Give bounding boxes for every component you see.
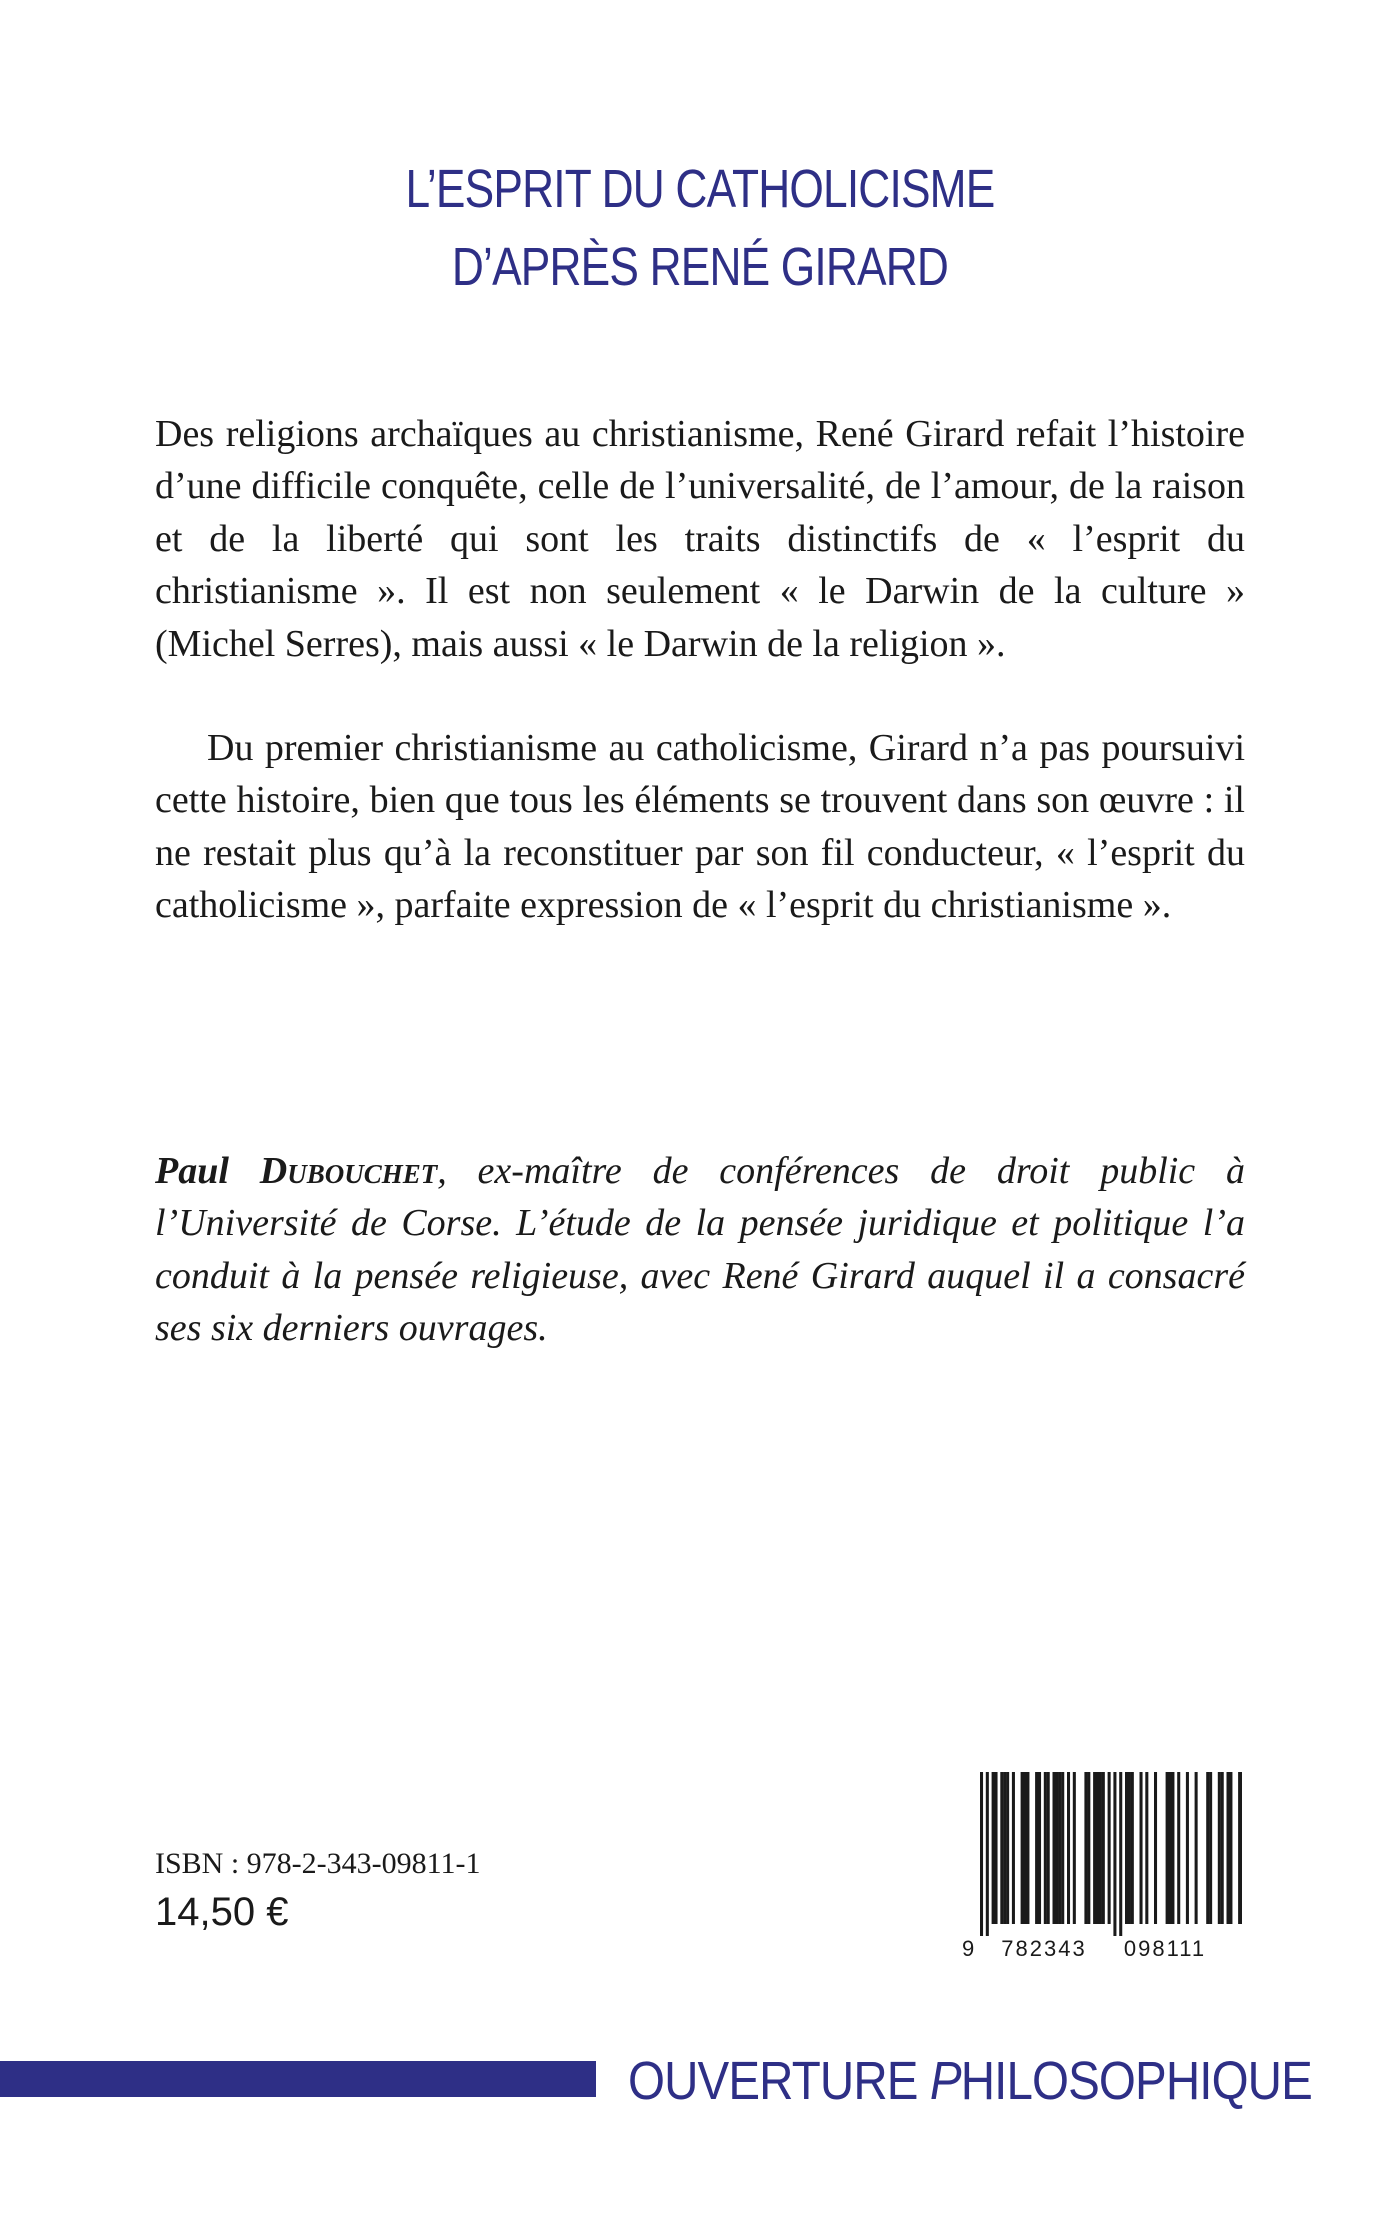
barcode-bar	[1209, 1772, 1212, 1924]
barcode-bar	[1131, 1772, 1134, 1924]
barcode-bar	[1061, 1772, 1064, 1924]
book-title-line-2: D’APRÈS RENÉ GIRARD	[451, 237, 949, 297]
barcode-bar	[1047, 1772, 1050, 1924]
barcode-bar	[1238, 1772, 1241, 1924]
book-title-line-1: L’ESPRIT DU CATHOLICISME	[405, 159, 995, 219]
barcode-bar	[1227, 1772, 1230, 1924]
barcode-bar	[1128, 1772, 1131, 1924]
barcode-bar	[1053, 1772, 1056, 1924]
barcode-guard-bar	[980, 1772, 983, 1936]
barcode-bar	[1140, 1772, 1143, 1924]
barcode-bar	[1035, 1772, 1038, 1924]
barcode-bar	[1021, 1772, 1024, 1924]
book-title	[126, 150, 1274, 306]
barcode-bar	[1096, 1772, 1099, 1924]
barcode-bar	[1154, 1772, 1157, 1924]
barcode-bar	[1038, 1772, 1041, 1924]
barcode-guard-bar	[986, 1772, 989, 1936]
barcode-bar	[1087, 1772, 1090, 1924]
barcode-group-2: 098111	[1123, 1936, 1207, 1960]
barcode-bar	[1171, 1772, 1174, 1924]
barcode-bar	[1229, 1772, 1232, 1924]
barcode-bar	[1166, 1772, 1169, 1924]
collection-name-italic-p: P	[929, 2051, 961, 2111]
barcode-bar	[1218, 1772, 1221, 1924]
barcode-bars	[980, 1772, 1242, 1936]
blurb-paragraph-2: Du premier christianisme au catholicisme, Girard n’a pas poursuivi cette histoire, bien que tous les éléments se trouvent dans son œuvre : il ne restait plus qu’à la reconstituer par son fil conducteur, « l’esprit du catholicisme », parfaite expression de « l’esprit du christianisme ».	[155, 727, 1245, 927]
author-bio	[155, 1145, 1245, 1355]
barcode-bar	[1177, 1772, 1180, 1924]
barcode-bar	[1195, 1772, 1198, 1924]
barcode-bar	[1044, 1772, 1047, 1924]
barcode-bar	[1102, 1772, 1105, 1924]
barcode-bar	[1073, 1772, 1076, 1924]
collection-name	[628, 2050, 1312, 2112]
barcode-bar	[1241, 1772, 1242, 1924]
barcode-bar	[1169, 1772, 1172, 1924]
barcode-bar	[1125, 1772, 1128, 1924]
barcode-guard-bar	[1119, 1772, 1122, 1936]
barcode-bar	[1055, 1772, 1058, 1924]
barcode-guard-bar	[1113, 1772, 1116, 1936]
barcode-group-1: 782343	[1001, 1936, 1087, 1960]
barcode-bar	[1221, 1772, 1224, 1924]
barcode-bar	[1145, 1772, 1148, 1924]
barcode-bar	[1099, 1772, 1102, 1924]
barcode-bar	[1067, 1772, 1070, 1924]
barcode-bar	[995, 1772, 998, 1924]
barcode-bar	[1000, 1772, 1003, 1924]
barcode-bar	[1012, 1772, 1015, 1924]
author-first-name: Paul	[155, 1150, 229, 1192]
author-last-name: Dubouchet	[259, 1150, 438, 1192]
collection-name-part-2: HILOSOPHIQUE	[960, 2051, 1312, 2111]
barcode-first-digit: 9	[962, 1936, 975, 1960]
price: 14,50 €	[155, 1890, 289, 1934]
barcode-bar	[1006, 1772, 1009, 1924]
barcode	[960, 1772, 1242, 1960]
isbn: ISBN : 978-2-343-09811-1	[155, 1847, 481, 1880]
barcode-bar	[1084, 1772, 1087, 1924]
barcode-bar	[1186, 1772, 1189, 1924]
barcode-bar	[1024, 1772, 1027, 1924]
author-bio-text: , ex-maître de conférences de droit public à l’Université de Corse. L’étude de la pensée juridique et politique l’a conduit à la pensée religieuse, avec René Girard auquel il a consacré ses six derniers ouvrages.	[155, 1150, 1246, 1350]
collection-bar	[0, 2061, 596, 2097]
barcode-bar	[1026, 1772, 1029, 1924]
barcode-bar	[1003, 1772, 1006, 1924]
collection-name-part-1: OUVERTURE	[628, 2051, 930, 2111]
barcode-bar	[1093, 1772, 1096, 1924]
barcode-bar	[1206, 1772, 1209, 1924]
barcode-bar	[1108, 1772, 1111, 1924]
blurb-paragraph-1: Des religions archaïques au christianisme, René Girard refait l’histoire d’une difficile conquête, celle de l’universalité, de l’amour, de la raison et de la liberté qui sont les traits distinctifs de « l’esprit du christianisme ». Il est non seulement « le Darwin de la culture » (Michel Serres), mais aussi « le Darwin de la religion ».	[155, 413, 1245, 665]
barcode-bar	[992, 1772, 995, 1924]
barcode-bar	[1058, 1772, 1061, 1924]
